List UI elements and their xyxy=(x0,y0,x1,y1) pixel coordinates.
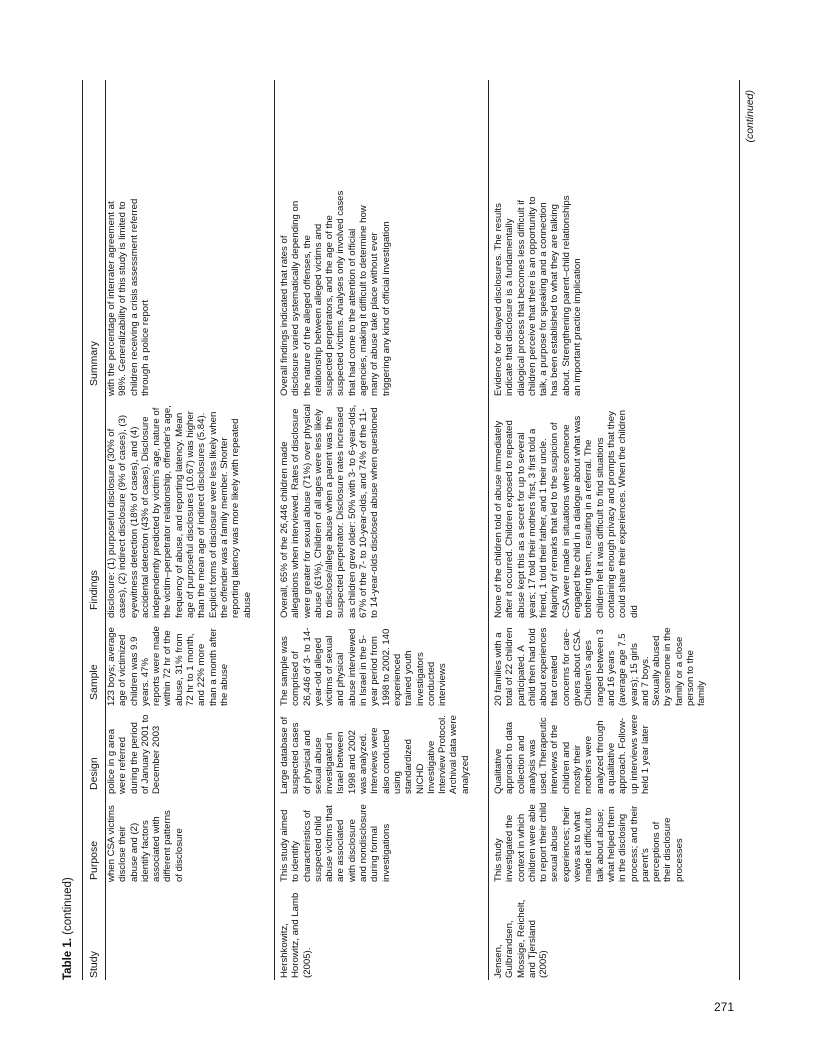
header-sample: Sample xyxy=(88,664,100,700)
cell-design: Large database of suspected cases of physical and sexual abuse investigated in Israel between 1998 and 2002 was analyzed. Interviews were also conducted using standardized NICHD Investigative Interview Protocol. Archival data were analyzed xyxy=(279,715,471,794)
table-row xyxy=(106,80,274,980)
cell-findings: Overall, 65% of the 26,446 children made allegations when interviewed. Rates of disclosure were greater for sexual abuse (71%) over physical abuse (61%). Children of all ages were less likely to disclose/allege abuse when a parent was the suspected perpetrator. Disclosure rates increased as children grew older: 50% with 3- to 6-year-olds, 67% of the 7- to 10-year-olds, and 74% of the 11- to 14-year-olds disclosed abuse when questioned xyxy=(279,404,381,618)
page-number: 271 xyxy=(714,1000,735,1014)
table-caption xyxy=(62,80,76,980)
cell-summary: Overall findings indicated that rates of disclosure varied systematically depending on the nature of the alleged offenses, the relationship between alleged victims and suspected perpetrators, and the age of the suspected victims. Analyses only involved cases that had come to the attention of official agencies, making it difficult to determine how many of abuse take place without ever triggering any kind of official investigation xyxy=(279,190,392,396)
table-row xyxy=(275,80,488,980)
table-caption-label: Table 1. xyxy=(62,938,74,980)
cell-summary: with the percentage of interrater agreement at 98%. Generalizability of this study is limited to children receiving a crisis assessment referred through a police report xyxy=(106,198,151,396)
cell-study xyxy=(106,884,274,980)
header-summary: Summary xyxy=(88,341,100,386)
table-row xyxy=(489,80,739,980)
cell-purpose: when CSA victims disclose their abuse and (2) identify factors associated with different patterns of disclosure xyxy=(106,805,185,882)
cell-purpose: This study investigated the context in which children were able to report their child sexual abuse experiences; their views as to what made it difficult to talk about abuse; what helped them in the disclosing process; and their parent's perceptions of their disclosure processes xyxy=(493,802,685,882)
header-purpose: Purpose xyxy=(88,840,100,880)
header-design: Design xyxy=(88,757,100,790)
cell-summary: Evidence for delayed disclosures. The results indicate that disclosure is a fundamentally dialogical process that becomes less difficult if children perceive that there is an opportunity to talk, a purpose for speaking and a connection has been established to what they are talking about. Strengthening parent–child relationships an important practice implication xyxy=(493,195,584,396)
cell-design: police in g area were referred during the period of January 2001 to December 2003 xyxy=(106,714,163,794)
table-header-row xyxy=(83,80,105,980)
cell-findings: None of the children told of abuse immediately after it occurred. Children exposed to repeated abuse kept this as a secret for up to several years; 17 told their mothers first, 3 first told a friend, 1 told their father, and 1 their uncle. Majority of remarks that led to the suspicion of CSA were made in situations where someone engaged the child in a dialogue about what was bothering them, resulting in a referral. The children felt it was difficult to find situations containing enough privacy and prompts that they could share their experiences. When the children did xyxy=(493,410,640,618)
cell-sample: 20 families with a total of 22 children participated. A child then had told about experiences that created concerns for care-givers about CSA. Children's ages ranged between 3 and 16 years (average age 7.5 years); 15 girls and 7 boys. Sexually abused by someone in the family or a close person to the family xyxy=(493,627,708,706)
cell-sample: 123 boys; average age of victimized children was 9.9 years. 47% reports were made within 72 hr of the abuse, 31% from 72 hr to 1 month, and 22% more than a month after the abuse xyxy=(106,626,230,706)
bottom-rule xyxy=(739,80,740,980)
cell-study: Jensen, Gulbrandsen, Mossige, Reichelt, and Tjersland (2005) xyxy=(493,899,550,978)
cell-purpose: This study aimed to identify characteristics of suspected child abuse victims that are associated with disclosure and nondisclosure during formal investigations xyxy=(279,804,392,882)
rotated-table-container xyxy=(62,80,772,980)
cell-sample: The sample was comprised of 26,446 of 3- to 14-year-old alleged victims of sexual and physical abuse interviewed in Israel in the 5-year period from 1998 to 2002. 140 experienced trained youth investigators conducted interviews xyxy=(279,627,449,706)
cell-study: Hershkowitz, Horowitz, and Lamb (2005). xyxy=(279,892,313,978)
cell-design: Qualitative approach to data collection and analysis was used. Therapeutic interviews of the children and mostly their mothers were analyzed through a qualitative approach. Follow-up interviews were held 1 year later xyxy=(493,714,651,794)
continued-note: (continued) xyxy=(744,90,756,143)
cell-findings: disclosure: (1) purposeful disclosure (30% of cases), (2) indirect disclosure (9% of cases), (3) eyewitness detection (18% of cases), and (4) accidental detection (43% of cases). Disclosure independently predicted by victim's age, nature of the victim–perpetrator relationship, offender's age, frequency of abuse, and reporting latency. Mean age of purposeful disclosures (10.67) was higher than the mean age of indirect disclosures (5.84). Explicit forms of disclosure were less likely when the offender was a family member. Shorter reporting latency was more likely with repeated abuse xyxy=(106,405,253,618)
header-findings: Findings xyxy=(88,570,100,610)
table-caption-text: (continued) xyxy=(62,877,74,939)
header-study: Study xyxy=(88,951,100,978)
